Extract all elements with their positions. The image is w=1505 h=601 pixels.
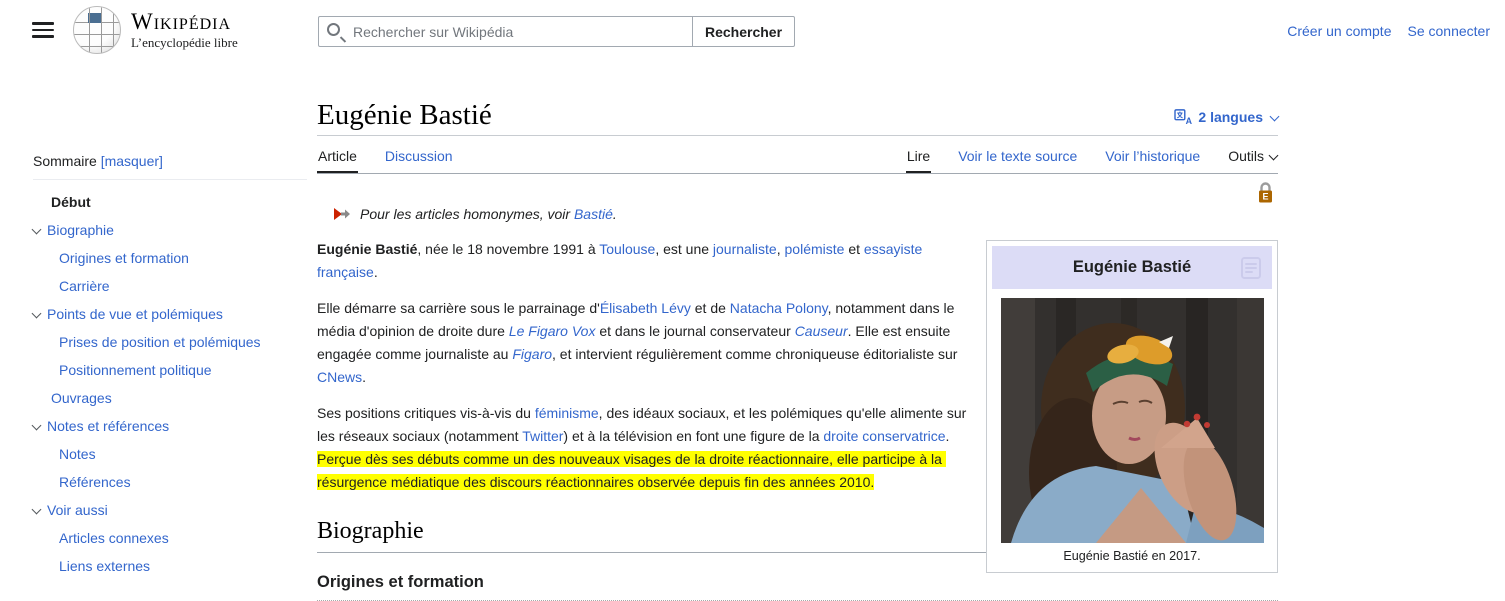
portrait-photo[interactable] bbox=[1001, 298, 1264, 543]
text-link[interactable]: féminisme bbox=[534, 404, 599, 421]
text-segment: , des idéaux sociaux, et les polémiques qu'elle alimente sur les réseaux sociaux (notamment bbox=[317, 404, 971, 444]
tab-voir-le-texte-source[interactable] bbox=[957, 140, 1078, 173]
disambiguation-icon bbox=[333, 207, 351, 221]
text-segment: Ses positions critiques vis-à-vis du bbox=[317, 404, 535, 421]
title-row bbox=[317, 60, 1278, 136]
sidebar-item-ouvrages[interactable] bbox=[33, 384, 307, 412]
infobox-title: Eugénie Bastié bbox=[1072, 257, 1192, 276]
section-heading-biographie: Biographie bbox=[317, 518, 1278, 553]
sidebar-item-articles-connexes[interactable] bbox=[33, 524, 307, 552]
text-segment: . bbox=[373, 263, 378, 280]
text-segment: , et intervient régulièrement comme chroniqueuse éditorialiste sur bbox=[552, 345, 962, 362]
text-segment: Pour les articles homonymes, voir bbox=[360, 205, 574, 222]
sidebar-item-origines-et-formation[interactable] bbox=[33, 244, 307, 272]
sidebar-item-voir-aussi[interactable] bbox=[33, 496, 307, 524]
tab-voir-l-historique[interactable] bbox=[1104, 140, 1201, 173]
text-segment bbox=[922, 241, 926, 257]
sidebar-item-label: Points de vue et polémiques bbox=[47, 306, 223, 322]
tab-outils[interactable] bbox=[1227, 140, 1278, 173]
tab-article[interactable] bbox=[317, 140, 358, 173]
languages-label: 2 langues bbox=[1198, 108, 1263, 125]
wikipedia-globe-icon bbox=[73, 6, 121, 54]
text-segment: . bbox=[945, 427, 954, 444]
sidebar-item-label: Notes et références bbox=[47, 418, 170, 434]
chevron-down-icon[interactable] bbox=[32, 225, 42, 235]
create-account-link[interactable]: Créer un compte bbox=[1287, 23, 1392, 39]
tab-lire[interactable] bbox=[906, 140, 931, 173]
tab-label: Discussion bbox=[384, 147, 453, 164]
chevron-down-icon[interactable] bbox=[32, 309, 42, 319]
text-link[interactable]: Bastié bbox=[573, 205, 613, 222]
text-link[interactable]: journaliste bbox=[712, 240, 777, 257]
text-segment: et bbox=[844, 240, 864, 257]
search-bar bbox=[318, 16, 795, 47]
text-segment: , est une bbox=[655, 240, 713, 257]
page-title: Eugénie Bastié bbox=[317, 99, 492, 131]
text-segment: , née le 18 novembre 1991 à bbox=[417, 240, 600, 257]
wikipedia-logo[interactable] bbox=[73, 6, 238, 54]
sidebar-item-label: Biographie bbox=[47, 222, 114, 238]
text-link[interactable]: Toulouse bbox=[599, 240, 656, 257]
sidebar-item-label: Ouvrages bbox=[51, 390, 112, 406]
tab-discussion[interactable] bbox=[384, 140, 454, 173]
search-button[interactable]: Rechercher bbox=[693, 16, 795, 47]
sidebar-item-notes[interactable] bbox=[33, 440, 307, 468]
chevron-down-icon bbox=[1270, 112, 1280, 122]
toc-title: Sommaire bbox=[33, 153, 97, 169]
text-segment: . bbox=[362, 368, 367, 385]
sidebar-item-points-de-vue-et-polémiques[interactable] bbox=[33, 300, 307, 328]
subsection-heading-origines: Origines et formation bbox=[317, 573, 1278, 601]
search-input[interactable] bbox=[318, 16, 693, 47]
tabs-right bbox=[880, 140, 1278, 173]
tab-label: Voir l’historique bbox=[1105, 147, 1201, 164]
text-link[interactable]: Twitter bbox=[522, 427, 564, 444]
text-segment: et dans le journal conservateur bbox=[595, 322, 795, 339]
tab-label: Voir le texte source bbox=[958, 147, 1078, 164]
sidebar-item-label: Notes bbox=[59, 446, 96, 462]
text-segment: , notamment dans le média d'opinion de droite dure bbox=[317, 299, 959, 339]
svg-text:A: A bbox=[1186, 115, 1193, 125]
sidebar-item-label: Prises de position et polémiques bbox=[59, 334, 261, 350]
main-content bbox=[317, 60, 1278, 601]
text-link[interactable]: Natacha Polony bbox=[729, 299, 828, 316]
language-selector-button[interactable] bbox=[1174, 109, 1278, 133]
search-icon bbox=[327, 23, 340, 36]
site-header bbox=[0, 0, 1505, 60]
text-segment: Eugénie Bastié bbox=[317, 240, 418, 257]
text-segment: et de bbox=[690, 299, 730, 316]
text-link[interactable]: CNews bbox=[317, 368, 363, 385]
chevron-down-icon[interactable] bbox=[32, 505, 42, 515]
infobox-header bbox=[992, 246, 1272, 289]
text-segment: ) et à la télévision en font une figure de la bbox=[563, 427, 824, 444]
svg-text:E: E bbox=[1262, 191, 1269, 202]
text-link[interactable]: française bbox=[317, 263, 374, 280]
text-segment: . Elle est ensuite engagée comme journaliste au bbox=[317, 322, 955, 362]
sidebar-item-label: Origines et formation bbox=[59, 250, 189, 266]
table-of-contents bbox=[0, 60, 317, 601]
text-segment: , bbox=[776, 240, 785, 257]
text-segment: Perçue dès ses débuts comme un des nouveaux visages de la droite réactionnaire, elle participe à la résurgence médiatique des discours réactionnaires observée depuis fin des années 2010. bbox=[317, 450, 946, 490]
sidebar-item-positionnement-politique[interactable] bbox=[33, 356, 307, 384]
chevron-down-icon bbox=[1269, 151, 1279, 161]
sidebar-item-label: Carrière bbox=[59, 278, 110, 294]
article-body bbox=[317, 174, 1278, 601]
logo-title: Wikipédia bbox=[131, 8, 232, 34]
sidebar-item-carrière[interactable] bbox=[33, 272, 307, 300]
sidebar-item-biographie[interactable] bbox=[33, 216, 307, 244]
text-link[interactable]: polémiste bbox=[784, 240, 845, 257]
sidebar-item-prises-de-position-et-polémiques[interactable] bbox=[33, 328, 307, 356]
toc-hide-link[interactable]: [masquer] bbox=[100, 153, 163, 169]
text-link[interactable]: Le Figaro Vox bbox=[508, 322, 596, 339]
page-protection-lock-icon[interactable] bbox=[1257, 181, 1274, 204]
text-link[interactable]: essayiste bbox=[863, 240, 923, 257]
chevron-down-icon[interactable] bbox=[32, 421, 42, 431]
document-icon[interactable] bbox=[1238, 255, 1264, 281]
infobox-caption: Eugénie Bastié en 2017. bbox=[1063, 548, 1201, 563]
hatnote-text bbox=[360, 206, 617, 222]
tab-label: Outils bbox=[1228, 147, 1264, 164]
tab-label: Article bbox=[318, 148, 357, 165]
sidebar-item-liens-externes[interactable] bbox=[33, 552, 307, 580]
toc-list bbox=[33, 188, 307, 580]
sidebar-item-références[interactable] bbox=[33, 468, 307, 496]
infobox bbox=[986, 240, 1278, 573]
tab-bar bbox=[317, 140, 1278, 174]
sidebar-item-label: Début bbox=[51, 194, 91, 210]
text-link[interactable]: droite conservatrice bbox=[823, 427, 946, 444]
languages-icon bbox=[1174, 109, 1192, 125]
main-menu-icon[interactable] bbox=[32, 22, 54, 38]
sidebar-item-label: Voir aussi bbox=[47, 502, 108, 518]
toc-header bbox=[33, 153, 307, 180]
sidebar-item-label: Références bbox=[59, 474, 131, 490]
logo-subtitle: L’encyclopédie libre bbox=[131, 34, 238, 50]
text-link[interactable]: Figaro bbox=[512, 345, 553, 362]
sidebar-item-label: Liens externes bbox=[59, 558, 151, 574]
login-link[interactable]: Se connecter bbox=[1407, 23, 1490, 39]
hatnote bbox=[317, 206, 1278, 222]
text-segment: Elle démarre sa carrière sous le parrainage d' bbox=[317, 299, 600, 316]
text-link[interactable]: Élisabeth Lévy bbox=[599, 299, 691, 316]
sidebar-item-label: Positionnement politique bbox=[59, 362, 212, 378]
tab-label: Lire bbox=[906, 148, 931, 165]
sidebar-item-début[interactable] bbox=[33, 188, 307, 216]
sidebar-item-label: Articles connexes bbox=[59, 530, 169, 546]
sidebar-item-notes-et-références[interactable] bbox=[33, 412, 307, 440]
tabs-left bbox=[317, 140, 480, 173]
text-segment: . bbox=[612, 205, 617, 222]
text-link[interactable]: Causeur bbox=[794, 322, 848, 339]
